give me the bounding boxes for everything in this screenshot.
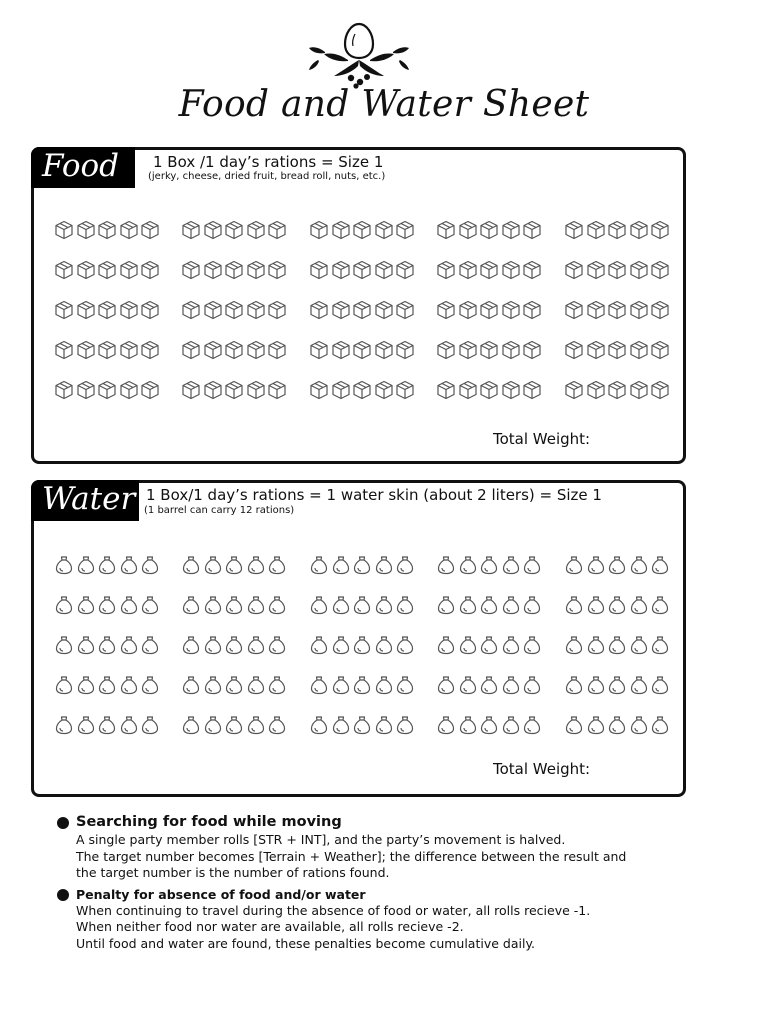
water-skin-icon[interactable] — [181, 715, 201, 735]
water-skin-icon[interactable] — [352, 595, 372, 615]
water-skin-icon[interactable] — [76, 595, 96, 615]
water-skin-icon[interactable] — [267, 555, 287, 575]
ration-box-icon[interactable] — [374, 260, 394, 280]
water-skin-icon[interactable] — [586, 595, 606, 615]
water-barrel-note: (1 barrel can carry 12 rations) — [144, 505, 295, 516]
ration-box-icon[interactable] — [564, 380, 584, 400]
water-skin-icon[interactable] — [458, 635, 478, 655]
ration-box-icon[interactable] — [607, 340, 627, 360]
ration-box-icon[interactable] — [607, 220, 627, 240]
ration-box-icon[interactable] — [650, 380, 670, 400]
water-skin-icon[interactable] — [522, 635, 542, 655]
ration-box-icon[interactable] — [564, 260, 584, 280]
bullet-icon — [57, 889, 69, 901]
ration-box-icon[interactable] — [586, 300, 606, 320]
food-ration-tracker — [54, 220, 674, 420]
water-skin-icon[interactable] — [501, 635, 521, 655]
water-skin-icon[interactable] — [119, 595, 139, 615]
water-skin-icon[interactable] — [564, 595, 584, 615]
ration-box-icon[interactable] — [501, 380, 521, 400]
ration-box-icon[interactable] — [140, 380, 160, 400]
ration-box-icon[interactable] — [458, 300, 478, 320]
ration-box-icon[interactable] — [267, 380, 287, 400]
water-skin-icon[interactable] — [374, 635, 394, 655]
ration-box-icon[interactable] — [501, 220, 521, 240]
water-tracker-row — [54, 675, 674, 715]
ration-box-icon[interactable] — [650, 220, 670, 240]
water-skin-icon[interactable] — [586, 715, 606, 735]
water-skin-icon[interactable] — [436, 555, 456, 575]
water-skin-icon[interactable] — [181, 675, 201, 695]
water-skin-icon[interactable] — [395, 635, 415, 655]
ration-box-icon[interactable] — [309, 260, 329, 280]
ration-box-icon[interactable] — [246, 220, 266, 240]
ration-box-icon[interactable] — [97, 340, 117, 360]
ration-box-icon[interactable] — [119, 300, 139, 320]
ration-box-icon[interactable] — [224, 340, 244, 360]
water-skin-icon[interactable] — [203, 595, 223, 615]
water-skin-icon[interactable] — [309, 635, 329, 655]
ration-box-icon[interactable] — [140, 260, 160, 280]
ration-box-icon[interactable] — [395, 260, 415, 280]
rule-penalty-absence — [57, 886, 677, 953]
water-skin-icon[interactable] — [479, 595, 499, 615]
ration-box-icon[interactable] — [479, 380, 499, 400]
water-skin-icon[interactable] — [522, 675, 542, 695]
water-skin-icon[interactable] — [54, 635, 74, 655]
water-skin-icon[interactable] — [607, 675, 627, 695]
water-skin-icon[interactable] — [607, 555, 627, 575]
water-skin-icon[interactable] — [203, 675, 223, 695]
ration-box-icon[interactable] — [352, 300, 372, 320]
water-skin-icon[interactable] — [97, 555, 117, 575]
water-skin-icon[interactable] — [119, 675, 139, 695]
ration-box-icon[interactable] — [501, 340, 521, 360]
water-skin-icon[interactable] — [119, 555, 139, 575]
ration-box-icon[interactable] — [309, 380, 329, 400]
ration-box-icon[interactable] — [436, 380, 456, 400]
ration-box-icon[interactable] — [586, 340, 606, 360]
ration-box-icon[interactable] — [586, 220, 606, 240]
water-skin-icon[interactable] — [395, 595, 415, 615]
rule-line: A single party member rolls [STR + INT], and the party’s movement is halved. — [76, 832, 566, 847]
ration-box-icon[interactable] — [564, 340, 584, 360]
water-skin-icon[interactable] — [352, 715, 372, 735]
ration-box-icon[interactable] — [352, 340, 372, 360]
bullet-icon — [57, 817, 69, 829]
water-skin-icon[interactable] — [458, 675, 478, 695]
water-skin-icon[interactable] — [479, 675, 499, 695]
water-skin-icon[interactable] — [76, 555, 96, 575]
water-skin-icon[interactable] — [76, 635, 96, 655]
water-skin-icon[interactable] — [331, 595, 351, 615]
ration-box-icon[interactable] — [97, 220, 117, 240]
water-skin-icon[interactable] — [501, 715, 521, 735]
water-skin-icon[interactable] — [436, 715, 456, 735]
ration-box-icon[interactable] — [224, 220, 244, 240]
water-skin-icon[interactable] — [586, 635, 606, 655]
ration-box-icon[interactable] — [629, 340, 649, 360]
water-tab-label: Water — [31, 480, 139, 521]
ration-box-icon[interactable] — [203, 380, 223, 400]
water-skin-icon[interactable] — [650, 555, 670, 575]
food-tab-label: Food — [31, 147, 135, 188]
water-skin-icon[interactable] — [267, 675, 287, 695]
water-skin-icon[interactable] — [607, 635, 627, 655]
ration-box-icon[interactable] — [522, 300, 542, 320]
water-skin-icon[interactable] — [97, 675, 117, 695]
water-skin-icon[interactable] — [352, 555, 372, 575]
water-skin-icon[interactable] — [140, 595, 160, 615]
ration-box-icon[interactable] — [629, 260, 649, 280]
ration-box-icon[interactable] — [119, 220, 139, 240]
ration-box-icon[interactable] — [267, 220, 287, 240]
water-skin-icon[interactable] — [650, 715, 670, 735]
ration-box-icon[interactable] — [458, 340, 478, 360]
ration-box-icon[interactable] — [331, 300, 351, 320]
water-skin-icon[interactable] — [564, 715, 584, 735]
ration-box-icon[interactable] — [564, 220, 584, 240]
ration-box-icon[interactable] — [203, 340, 223, 360]
ration-box-icon[interactable] — [76, 260, 96, 280]
water-skin-icon[interactable] — [140, 675, 160, 695]
water-total-weight-label: Total Weight: — [493, 760, 591, 778]
ration-box-icon[interactable] — [76, 340, 96, 360]
water-skin-icon[interactable] — [267, 715, 287, 735]
water-skin-icon[interactable] — [224, 675, 244, 695]
rule-line: The target number becomes [Terrain + Weather]; the difference between the result and — [76, 848, 627, 864]
ration-box-icon[interactable] — [607, 380, 627, 400]
water-skin-icon[interactable] — [501, 675, 521, 695]
water-skin-icon[interactable] — [140, 635, 160, 655]
water-skin-icon[interactable] — [650, 595, 670, 615]
water-skin-icon[interactable] — [97, 715, 117, 735]
water-skin-icon[interactable] — [331, 555, 351, 575]
ration-box-icon[interactable] — [181, 340, 201, 360]
water-skin-icon[interactable] — [629, 595, 649, 615]
ration-box-icon[interactable] — [224, 380, 244, 400]
water-skin-icon[interactable] — [331, 715, 351, 735]
water-skin-icon[interactable] — [436, 595, 456, 615]
water-skin-icon[interactable] — [246, 555, 266, 575]
ration-box-icon[interactable] — [650, 260, 670, 280]
water-skin-icon[interactable] — [586, 555, 606, 575]
ration-box-icon[interactable] — [395, 340, 415, 360]
ration-box-icon[interactable] — [374, 340, 394, 360]
ration-box-icon[interactable] — [203, 300, 223, 320]
ration-box-icon[interactable] — [374, 220, 394, 240]
water-skin-icon[interactable] — [395, 555, 415, 575]
ration-box-icon[interactable] — [54, 220, 74, 240]
ration-box-icon[interactable] — [246, 340, 266, 360]
rules-section — [57, 812, 677, 952]
ration-box-icon[interactable] — [479, 300, 499, 320]
ration-box-icon[interactable] — [564, 300, 584, 320]
water-skin-icon[interactable] — [97, 595, 117, 615]
ration-box-icon[interactable] — [54, 260, 74, 280]
water-skin-icon[interactable] — [458, 595, 478, 615]
page-title: Food and Water Sheet — [178, 84, 590, 125]
ration-box-icon[interactable] — [181, 260, 201, 280]
water-skin-icon[interactable] — [181, 555, 201, 575]
ration-box-icon[interactable] — [97, 380, 117, 400]
water-skin-icon[interactable] — [309, 595, 329, 615]
water-skin-icon[interactable] — [331, 635, 351, 655]
ration-box-icon[interactable] — [76, 380, 96, 400]
egg-and-leaves-ornament-icon — [304, 20, 414, 90]
ration-box-icon[interactable] — [54, 300, 74, 320]
water-tracker-row — [54, 595, 674, 635]
ration-box-icon[interactable] — [436, 300, 456, 320]
water-skin-icon[interactable] — [458, 555, 478, 575]
ration-box-icon[interactable] — [54, 340, 74, 360]
ration-box-icon[interactable] — [352, 260, 372, 280]
water-skin-icon[interactable] — [224, 595, 244, 615]
water-tracker-row — [54, 555, 674, 595]
ration-box-icon[interactable] — [309, 220, 329, 240]
ration-box-icon[interactable] — [331, 340, 351, 360]
ration-box-icon[interactable] — [203, 220, 223, 240]
water-skin-icon[interactable] — [331, 675, 351, 695]
water-skin-icon[interactable] — [267, 595, 287, 615]
water-skin-icon[interactable] — [564, 675, 584, 695]
water-skin-icon[interactable] — [629, 675, 649, 695]
water-skin-icon[interactable] — [374, 555, 394, 575]
ration-box-icon[interactable] — [479, 220, 499, 240]
ration-box-icon[interactable] — [501, 260, 521, 280]
water-skin-icon[interactable] — [522, 715, 542, 735]
water-skin-icon[interactable] — [76, 675, 96, 695]
ration-box-icon[interactable] — [203, 260, 223, 280]
ration-box-icon[interactable] — [97, 260, 117, 280]
water-skin-icon[interactable] — [395, 715, 415, 735]
ration-box-icon[interactable] — [458, 220, 478, 240]
ration-box-icon[interactable] — [436, 220, 456, 240]
water-skin-icon[interactable] — [629, 635, 649, 655]
ration-box-icon[interactable] — [352, 380, 372, 400]
water-skin-icon[interactable] — [607, 715, 627, 735]
water-skin-icon[interactable] — [224, 555, 244, 575]
ration-box-icon[interactable] — [522, 340, 542, 360]
water-skin-icon[interactable] — [246, 595, 266, 615]
rule-line: the target number is the number of rations found. — [76, 865, 390, 880]
water-skin-icon[interactable] — [224, 715, 244, 735]
ration-box-icon[interactable] — [629, 380, 649, 400]
ration-box-icon[interactable] — [607, 260, 627, 280]
water-skin-icon[interactable] — [203, 715, 223, 735]
water-skin-icon[interactable] — [436, 635, 456, 655]
water-skin-icon[interactable] — [140, 715, 160, 735]
food-panel — [31, 147, 686, 464]
ration-box-icon[interactable] — [436, 340, 456, 360]
water-tracker-row — [54, 635, 674, 675]
ration-box-icon[interactable] — [267, 300, 287, 320]
food-tracker-row — [54, 220, 674, 260]
ration-box-icon[interactable] — [246, 260, 266, 280]
ration-box-icon[interactable] — [374, 300, 394, 320]
ration-box-icon[interactable] — [650, 340, 670, 360]
water-ration-rule: 1 Box/1 day’s rations = 1 water skin (about 2 liters) = Size 1 — [146, 486, 602, 504]
ration-box-icon[interactable] — [267, 340, 287, 360]
water-skin-icon[interactable] — [140, 555, 160, 575]
ration-box-icon[interactable] — [436, 260, 456, 280]
water-skin-icon[interactable] — [522, 595, 542, 615]
water-skin-icon[interactable] — [54, 595, 74, 615]
ration-box-icon[interactable] — [395, 300, 415, 320]
water-skin-icon[interactable] — [436, 675, 456, 695]
food-total-weight-label: Total Weight: — [493, 430, 591, 448]
rule-searching-for-food — [57, 812, 677, 882]
water-skin-icon[interactable] — [246, 715, 266, 735]
ration-box-icon[interactable] — [586, 380, 606, 400]
ration-box-icon[interactable] — [374, 380, 394, 400]
ration-box-icon[interactable] — [140, 300, 160, 320]
food-examples-note: (jerky, cheese, dried fruit, bread roll, nuts, etc.) — [148, 171, 386, 182]
ration-box-icon[interactable] — [501, 300, 521, 320]
food-tracker-row — [54, 380, 674, 420]
ration-box-icon[interactable] — [522, 380, 542, 400]
water-skin-icon[interactable] — [479, 715, 499, 735]
food-tracker-row — [54, 260, 674, 300]
water-skin-icon[interactable] — [246, 635, 266, 655]
water-skin-icon[interactable] — [501, 595, 521, 615]
ration-box-icon[interactable] — [181, 220, 201, 240]
ration-box-icon[interactable] — [119, 260, 139, 280]
water-skin-icon[interactable] — [522, 555, 542, 575]
ration-box-icon[interactable] — [522, 220, 542, 240]
water-skin-icon[interactable] — [564, 635, 584, 655]
water-skin-icon[interactable] — [76, 715, 96, 735]
ration-box-icon[interactable] — [267, 260, 287, 280]
ration-box-icon[interactable] — [479, 260, 499, 280]
water-skin-icon[interactable] — [564, 555, 584, 575]
ration-box-icon[interactable] — [140, 220, 160, 240]
water-skin-icon[interactable] — [97, 635, 117, 655]
water-skin-icon[interactable] — [479, 555, 499, 575]
ration-box-icon[interactable] — [54, 380, 74, 400]
ration-box-icon[interactable] — [181, 380, 201, 400]
water-skin-icon[interactable] — [246, 675, 266, 695]
ration-box-icon[interactable] — [246, 380, 266, 400]
ration-box-icon[interactable] — [309, 300, 329, 320]
ration-box-icon[interactable] — [458, 260, 478, 280]
water-tracker-row — [54, 715, 674, 755]
ration-box-icon[interactable] — [395, 220, 415, 240]
water-skin-icon[interactable] — [352, 635, 372, 655]
rule-heading: Searching for food while moving — [76, 814, 342, 830]
food-tracker-row — [54, 300, 674, 340]
water-skin-icon[interactable] — [119, 635, 139, 655]
rule-line: When continuing to travel during the absence of food or water, all rolls recieve -1. — [76, 902, 591, 918]
ration-box-icon[interactable] — [522, 260, 542, 280]
water-skin-icon[interactable] — [181, 635, 201, 655]
water-skin-icon[interactable] — [309, 675, 329, 695]
ration-box-icon[interactable] — [629, 300, 649, 320]
ration-box-icon[interactable] — [586, 260, 606, 280]
water-skin-icon[interactable] — [309, 555, 329, 575]
ration-box-icon[interactable] — [395, 380, 415, 400]
water-skin-icon[interactable] — [650, 675, 670, 695]
water-skin-icon[interactable] — [607, 595, 627, 615]
ration-box-icon[interactable] — [181, 300, 201, 320]
water-skin-icon[interactable] — [586, 675, 606, 695]
water-skin-icon[interactable] — [650, 635, 670, 655]
water-skin-icon[interactable] — [119, 715, 139, 735]
ration-box-icon[interactable] — [97, 300, 117, 320]
ration-box-icon[interactable] — [140, 340, 160, 360]
ration-box-icon[interactable] — [352, 220, 372, 240]
ration-box-icon[interactable] — [224, 260, 244, 280]
rule-line: When neither food nor water are available, all rolls recieve -2. — [76, 919, 464, 934]
water-skin-icon[interactable] — [501, 555, 521, 575]
water-skin-icon[interactable] — [479, 635, 499, 655]
ration-box-icon[interactable] — [246, 300, 266, 320]
water-skin-icon[interactable] — [267, 635, 287, 655]
ration-box-icon[interactable] — [331, 260, 351, 280]
ration-box-icon[interactable] — [309, 340, 329, 360]
water-skin-icon[interactable] — [374, 675, 394, 695]
water-ration-tracker — [54, 555, 674, 755]
water-panel — [31, 480, 686, 797]
water-skin-icon[interactable] — [374, 595, 394, 615]
water-skin-icon[interactable] — [203, 555, 223, 575]
food-tracker-row — [54, 340, 674, 380]
water-skin-icon[interactable] — [181, 595, 201, 615]
water-skin-icon[interactable] — [54, 715, 74, 735]
ration-box-icon[interactable] — [224, 300, 244, 320]
ration-box-icon[interactable] — [331, 220, 351, 240]
water-skin-icon[interactable] — [629, 555, 649, 575]
ration-box-icon[interactable] — [629, 220, 649, 240]
rule-heading: Penalty for absence of food and/or water — [76, 886, 366, 902]
water-skin-icon[interactable] — [458, 715, 478, 735]
ration-box-icon[interactable] — [458, 380, 478, 400]
water-skin-icon[interactable] — [54, 675, 74, 695]
ration-box-icon[interactable] — [650, 300, 670, 320]
water-skin-icon[interactable] — [203, 635, 223, 655]
water-skin-icon[interactable] — [54, 555, 74, 575]
ration-box-icon[interactable] — [119, 380, 139, 400]
water-skin-icon[interactable] — [309, 715, 329, 735]
water-skin-icon[interactable] — [224, 635, 244, 655]
ration-box-icon[interactable] — [479, 340, 499, 360]
ration-box-icon[interactable] — [607, 300, 627, 320]
water-skin-icon[interactable] — [629, 715, 649, 735]
ration-box-icon[interactable] — [119, 340, 139, 360]
food-ration-rule: 1 Box /1 day’s rations = Size 1 — [153, 153, 384, 171]
water-skin-icon[interactable] — [374, 715, 394, 735]
water-skin-icon[interactable] — [395, 675, 415, 695]
rule-line: Until food and water are found, these penalties become cumulative daily. — [76, 935, 536, 951]
ration-box-icon[interactable] — [76, 220, 96, 240]
water-skin-icon[interactable] — [352, 675, 372, 695]
ration-box-icon[interactable] — [331, 380, 351, 400]
ration-box-icon[interactable] — [76, 300, 96, 320]
